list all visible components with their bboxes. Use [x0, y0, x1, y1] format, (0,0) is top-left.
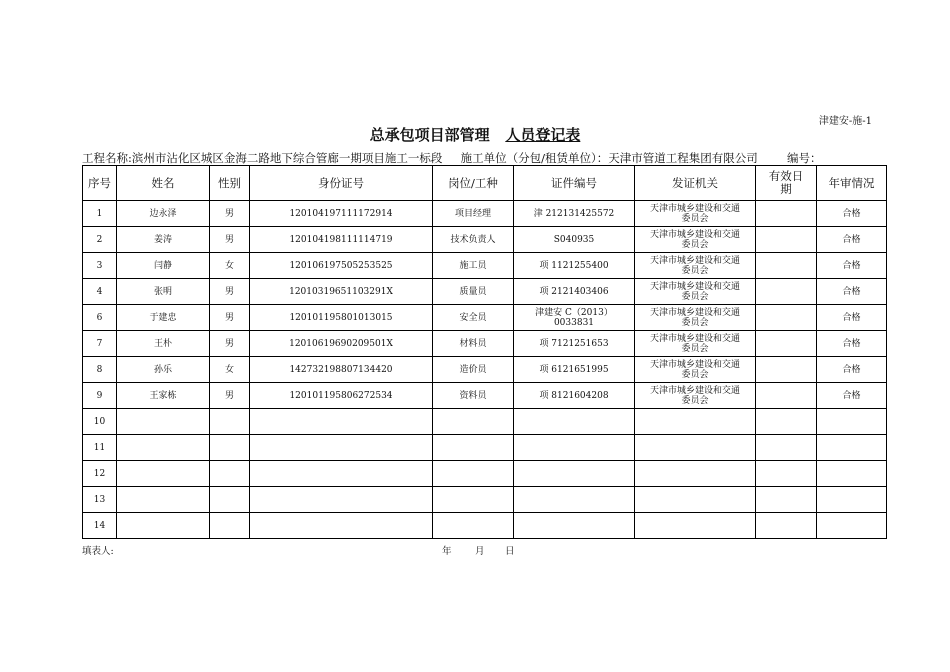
table-row: [83, 253, 887, 279]
gender-cell: 男: [210, 279, 250, 305]
person-name-cell: 张明: [117, 279, 210, 305]
person-name-cell: 姜涛: [117, 227, 210, 253]
issuing-authority-cell: 天津市城乡建设和交通委员会: [635, 383, 756, 409]
valid-date-cell: [756, 487, 817, 513]
gender-cell: 男: [210, 305, 250, 331]
date-day-label: 日: [505, 546, 515, 557]
project-name: 工程名称:滨州市沾化区城区金海二路地下综合管廊一期项目施工一标段: [82, 151, 443, 165]
date-year-label: 年: [442, 546, 452, 557]
row-number-cell: 13: [83, 487, 117, 513]
id-number-cell: 12010619690209501X: [250, 331, 433, 357]
annual-review-cell: [817, 487, 887, 513]
row-number-cell: 8: [83, 357, 117, 383]
person-name-cell: [117, 461, 210, 487]
certificate-number-cell: [514, 461, 635, 487]
person-name-cell: 闫静: [117, 253, 210, 279]
table-body: [83, 201, 887, 539]
row-number-cell: 6: [83, 305, 117, 331]
id-number-cell: 12010319651103291X: [250, 279, 433, 305]
valid-date-cell: [756, 279, 817, 305]
row-number-cell: 7: [83, 331, 117, 357]
valid-date-cell: [756, 331, 817, 357]
valid-date-cell: [756, 305, 817, 331]
date-month-label: 月: [475, 546, 485, 557]
post-cell: 安全员: [433, 305, 514, 331]
row-number-cell: 1: [83, 201, 117, 227]
id-number-cell: [250, 409, 433, 435]
person-name-cell: [117, 409, 210, 435]
column-header: 姓名: [117, 166, 210, 201]
title-part1: 总承包项目部管理: [369, 126, 490, 144]
id-number-cell: [250, 487, 433, 513]
annual-review-cell: [817, 435, 887, 461]
valid-date-cell: [756, 409, 817, 435]
gender-cell: [210, 435, 250, 461]
id-number-cell: [250, 513, 433, 539]
annual-review-cell: 合格: [817, 357, 887, 383]
column-header: 岗位/工种: [433, 166, 514, 201]
form-code: 津建安-施-1: [818, 116, 872, 127]
issuing-authority-cell: 天津市城乡建设和交通委员会: [635, 305, 756, 331]
gender-cell: [210, 409, 250, 435]
table-row: [83, 461, 887, 487]
valid-date-cell: [756, 435, 817, 461]
gender-cell: [210, 487, 250, 513]
issuing-authority-cell: [635, 461, 756, 487]
header-row: [83, 166, 887, 201]
valid-date-cell: [756, 383, 817, 409]
post-cell: [433, 487, 514, 513]
issuing-authority-cell: 天津市城乡建设和交通委员会: [635, 253, 756, 279]
person-name-cell: 于建忠: [117, 305, 210, 331]
column-header: 发证机关: [635, 166, 756, 201]
valid-date-cell: [756, 461, 817, 487]
post-cell: 质量员: [433, 279, 514, 305]
table-row: [83, 487, 887, 513]
table-row: [83, 409, 887, 435]
valid-date-cell: [756, 253, 817, 279]
post-cell: 技术负责人: [433, 227, 514, 253]
serial-label: 编号：: [787, 151, 822, 165]
id-number-cell: 120104198111114719: [250, 227, 433, 253]
issuing-authority-cell: 天津市城乡建设和交通委员会: [635, 331, 756, 357]
issuing-authority-cell: 天津市城乡建设和交通委员会: [635, 357, 756, 383]
person-name-cell: [117, 487, 210, 513]
gender-cell: [210, 461, 250, 487]
table-row: [83, 201, 887, 227]
id-number-cell: 142732198807134420: [250, 357, 433, 383]
row-number-cell: 9: [83, 383, 117, 409]
gender-cell: 男: [210, 201, 250, 227]
row-number-cell: 14: [83, 513, 117, 539]
contractor: 施工单位（分包/租赁单位）：天津市管道工程集团有限公司: [460, 151, 758, 165]
certificate-number-cell: 项 8121604208: [514, 383, 635, 409]
person-name-cell: 孙乐: [117, 357, 210, 383]
title-part2: 人员登记表: [505, 126, 581, 144]
issuing-authority-cell: 天津市城乡建设和交通委员会: [635, 201, 756, 227]
row-number-cell: 11: [83, 435, 117, 461]
certificate-number-cell: 项 7121251653: [514, 331, 635, 357]
table-row: [83, 227, 887, 253]
issuing-authority-cell: 天津市城乡建设和交通委员会: [635, 279, 756, 305]
valid-date-cell: [756, 201, 817, 227]
issuing-authority-cell: [635, 487, 756, 513]
filler-label: 填表人:: [82, 546, 114, 557]
table-row: [83, 513, 887, 539]
person-name-cell: 王朴: [117, 331, 210, 357]
post-cell: [433, 409, 514, 435]
person-name-cell: [117, 513, 210, 539]
id-number-cell: 120101195801013015: [250, 305, 433, 331]
table-row: [83, 383, 887, 409]
table-row: [83, 435, 887, 461]
id-number-cell: 120101195806272534: [250, 383, 433, 409]
post-cell: [433, 461, 514, 487]
post-cell: 项目经理: [433, 201, 514, 227]
annual-review-cell: 合格: [817, 279, 887, 305]
row-number-cell: 10: [83, 409, 117, 435]
post-cell: [433, 435, 514, 461]
post-cell: 造价员: [433, 357, 514, 383]
page-title: [0, 124, 950, 145]
certificate-number-cell: S040935: [514, 227, 635, 253]
certificate-number-cell: [514, 513, 635, 539]
gender-cell: [210, 513, 250, 539]
gender-cell: 女: [210, 357, 250, 383]
column-header: 性别: [210, 166, 250, 201]
footer: [82, 543, 886, 557]
gender-cell: 女: [210, 253, 250, 279]
id-number-cell: [250, 461, 433, 487]
certificate-number-cell: [514, 435, 635, 461]
certificate-number-cell: 津建安 C（2013）0033831: [514, 305, 635, 331]
column-header: 证件编号: [514, 166, 635, 201]
id-number-cell: [250, 435, 433, 461]
table-row: [83, 331, 887, 357]
certificate-number-cell: [514, 409, 635, 435]
person-name-cell: 王家栋: [117, 383, 210, 409]
valid-date-cell: [756, 357, 817, 383]
row-number-cell: 12: [83, 461, 117, 487]
post-cell: 资料员: [433, 383, 514, 409]
gender-cell: 男: [210, 331, 250, 357]
column-header: 有效日期: [756, 166, 817, 201]
column-header: 身份证号: [250, 166, 433, 201]
row-number-cell: 2: [83, 227, 117, 253]
column-header: 序号: [83, 166, 117, 201]
annual-review-cell: 合格: [817, 331, 887, 357]
personnel-table: [82, 165, 887, 539]
gender-cell: 男: [210, 383, 250, 409]
certificate-number-cell: 项 6121651995: [514, 357, 635, 383]
post-cell: 施工员: [433, 253, 514, 279]
column-header: 年审情况: [817, 166, 887, 201]
gender-cell: 男: [210, 227, 250, 253]
id-number-cell: 120106197505253525: [250, 253, 433, 279]
annual-review-cell: [817, 461, 887, 487]
issuing-authority-cell: [635, 409, 756, 435]
table-row: [83, 305, 887, 331]
certificate-number-cell: 津 212131425572: [514, 201, 635, 227]
annual-review-cell: 合格: [817, 201, 887, 227]
annual-review-cell: 合格: [817, 383, 887, 409]
row-number-cell: 4: [83, 279, 117, 305]
id-number-cell: 120104197111172914: [250, 201, 433, 227]
annual-review-cell: 合格: [817, 227, 887, 253]
post-cell: [433, 513, 514, 539]
certificate-number-cell: [514, 487, 635, 513]
table-row: [83, 357, 887, 383]
issuing-authority-cell: [635, 513, 756, 539]
table-row: [83, 279, 887, 305]
project-info-line: [82, 150, 882, 166]
person-name-cell: [117, 435, 210, 461]
valid-date-cell: [756, 227, 817, 253]
annual-review-cell: 合格: [817, 253, 887, 279]
person-name-cell: 边永泽: [117, 201, 210, 227]
annual-review-cell: [817, 513, 887, 539]
row-number-cell: 3: [83, 253, 117, 279]
valid-date-cell: [756, 513, 817, 539]
issuing-authority-cell: 天津市城乡建设和交通委员会: [635, 227, 756, 253]
annual-review-cell: [817, 409, 887, 435]
issuing-authority-cell: [635, 435, 756, 461]
annual-review-cell: 合格: [817, 305, 887, 331]
certificate-number-cell: 项 2121403406: [514, 279, 635, 305]
post-cell: 材料员: [433, 331, 514, 357]
certificate-number-cell: 项 1121255400: [514, 253, 635, 279]
